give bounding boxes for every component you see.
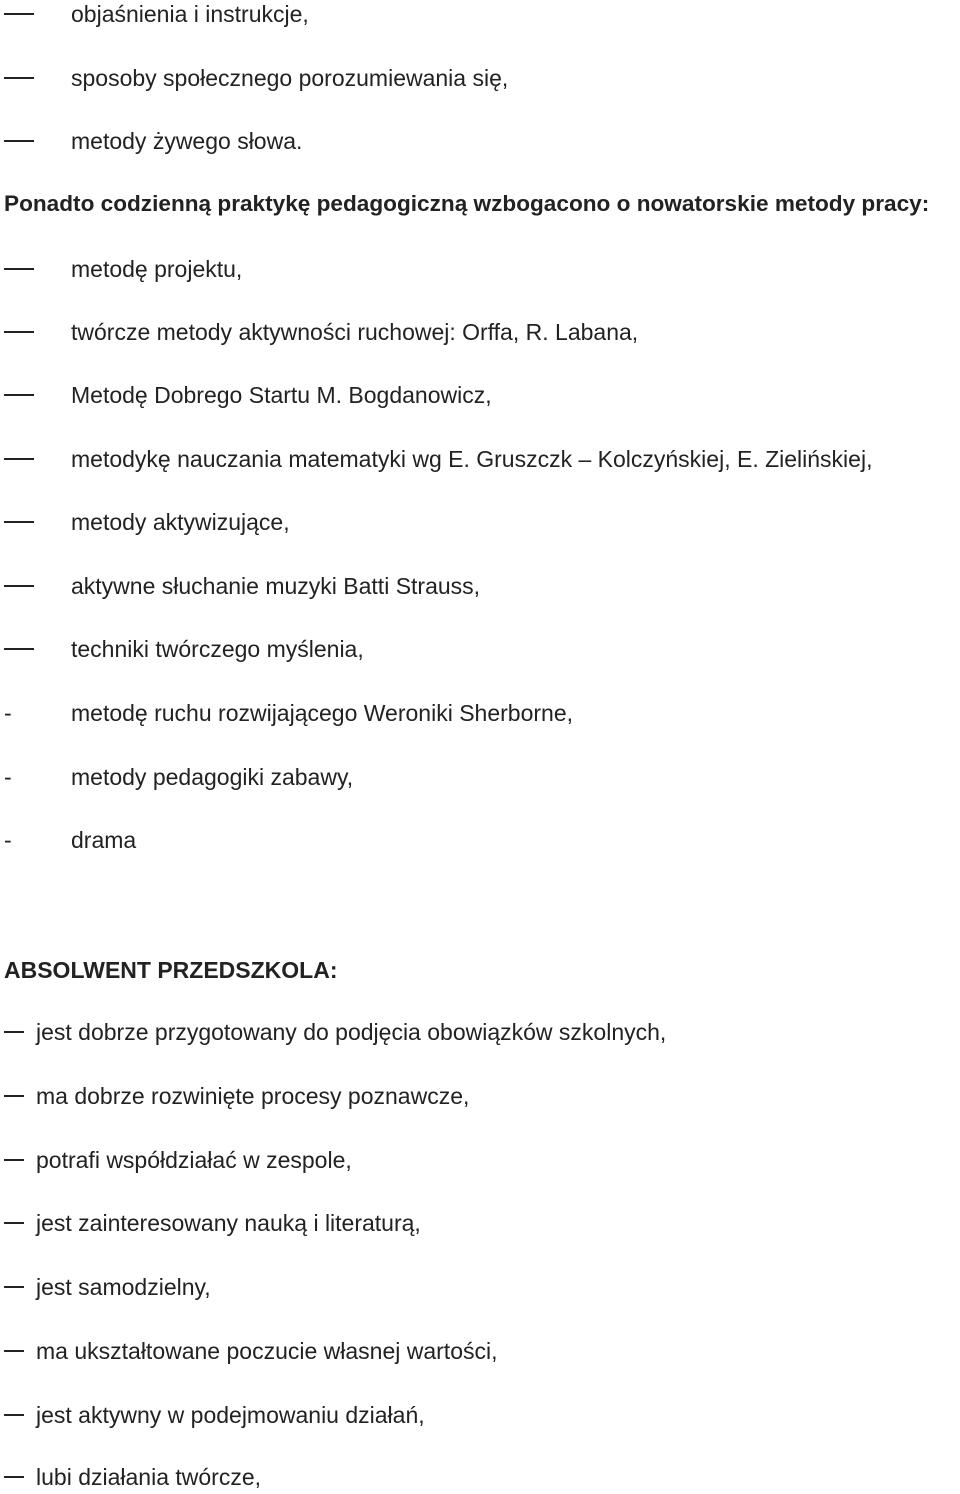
dash-bullet <box>4 268 34 270</box>
list-item-text: jest zainteresowany nauką i literaturą, <box>36 1210 421 1236</box>
section-heading: ABSOLWENT PRZEDSZKOLA: <box>4 957 338 983</box>
dash-bullet <box>4 13 34 15</box>
list-item-text: ma dobrze rozwinięte procesy poznawcze, <box>36 1083 470 1109</box>
list-item-text: potrafi współdziałać w zespole, <box>36 1147 352 1173</box>
list-item-text: jest aktywny w podejmowaniu działań, <box>36 1402 425 1428</box>
list-item-text: sposoby społecznego porozumiewania się, <box>71 65 509 91</box>
list-item <box>0 696 960 730</box>
list-item <box>0 632 960 666</box>
dash-bullet <box>4 1350 24 1352</box>
dash-bullet <box>4 1222 24 1224</box>
dash-bullet <box>4 1031 24 1033</box>
hyphen-bullet: - <box>4 700 12 726</box>
dash-bullet <box>4 1286 24 1288</box>
dash-bullet <box>4 585 34 587</box>
list-item-text: twórcze metody aktywności ruchowej: Orffa, R. Labana, <box>71 319 639 345</box>
list-item <box>0 124 960 158</box>
list-item <box>0 1460 960 1494</box>
list-item <box>0 1398 960 1432</box>
list-item <box>0 1334 960 1368</box>
dash-bullet <box>4 1095 24 1097</box>
list-item <box>0 315 960 349</box>
list-item-text: metodykę nauczania matematyki wg E. Gruszczk – Kolczyńskiej, E. Zielińskiej, <box>71 446 873 472</box>
hyphen-bullet: - <box>4 827 12 853</box>
dash-bullet <box>4 1476 24 1478</box>
list-item <box>0 569 960 603</box>
list-item <box>0 1270 960 1304</box>
list-item-text: metody aktywizujące, <box>71 509 290 535</box>
list-item-text: aktywne słuchanie muzyki Batti Strauss, <box>71 573 481 599</box>
list-item-text: Metodę Dobrego Startu M. Bogdanowicz, <box>71 382 492 408</box>
list-item <box>0 1206 960 1240</box>
list-item-text: lubi działania twórcze, <box>36 1464 262 1490</box>
list-item-text: metody pedagogiki zabawy, <box>71 764 354 790</box>
list-item-text: jest samodzielny, <box>36 1274 211 1300</box>
hyphen-bullet: - <box>4 764 12 790</box>
section-heading: Ponadto codzienną praktykę pedagogiczną wzbogacono o nowatorskie metody pracy: <box>4 191 930 216</box>
list-item <box>0 1143 960 1177</box>
dash-bullet <box>4 331 34 333</box>
list-item <box>0 505 960 539</box>
dash-bullet <box>4 1414 24 1416</box>
dash-bullet <box>4 521 34 523</box>
list-item <box>0 1015 960 1049</box>
list-item <box>0 61 960 95</box>
list-item <box>0 1079 960 1113</box>
list-item-text: metody żywego słowa. <box>71 128 303 154</box>
dash-bullet <box>4 140 34 142</box>
list-item-text: drama <box>71 827 137 853</box>
list-item-text: jest dobrze przygotowany do podjęcia obowiązków szkolnych, <box>36 1019 667 1045</box>
dash-bullet <box>4 458 34 460</box>
dash-bullet <box>4 648 34 650</box>
list-item-text: techniki twórczego myślenia, <box>71 636 364 662</box>
list-item-text: objaśnienia i instrukcje, <box>71 1 309 27</box>
list-item-text: ma ukształtowane poczucie własnej wartości, <box>36 1338 498 1364</box>
list-item <box>0 760 960 794</box>
list-item <box>0 442 960 476</box>
dash-bullet <box>4 394 34 396</box>
dash-bullet <box>4 77 34 79</box>
list-item <box>0 252 960 286</box>
list-item <box>0 823 960 857</box>
list-item <box>0 378 960 412</box>
list-item-text: metodę projektu, <box>71 256 243 282</box>
dash-bullet <box>4 1159 24 1161</box>
list-item <box>0 0 960 31</box>
list-item-text: metodę ruchu rozwijającego Weroniki Sherborne, <box>71 700 574 726</box>
